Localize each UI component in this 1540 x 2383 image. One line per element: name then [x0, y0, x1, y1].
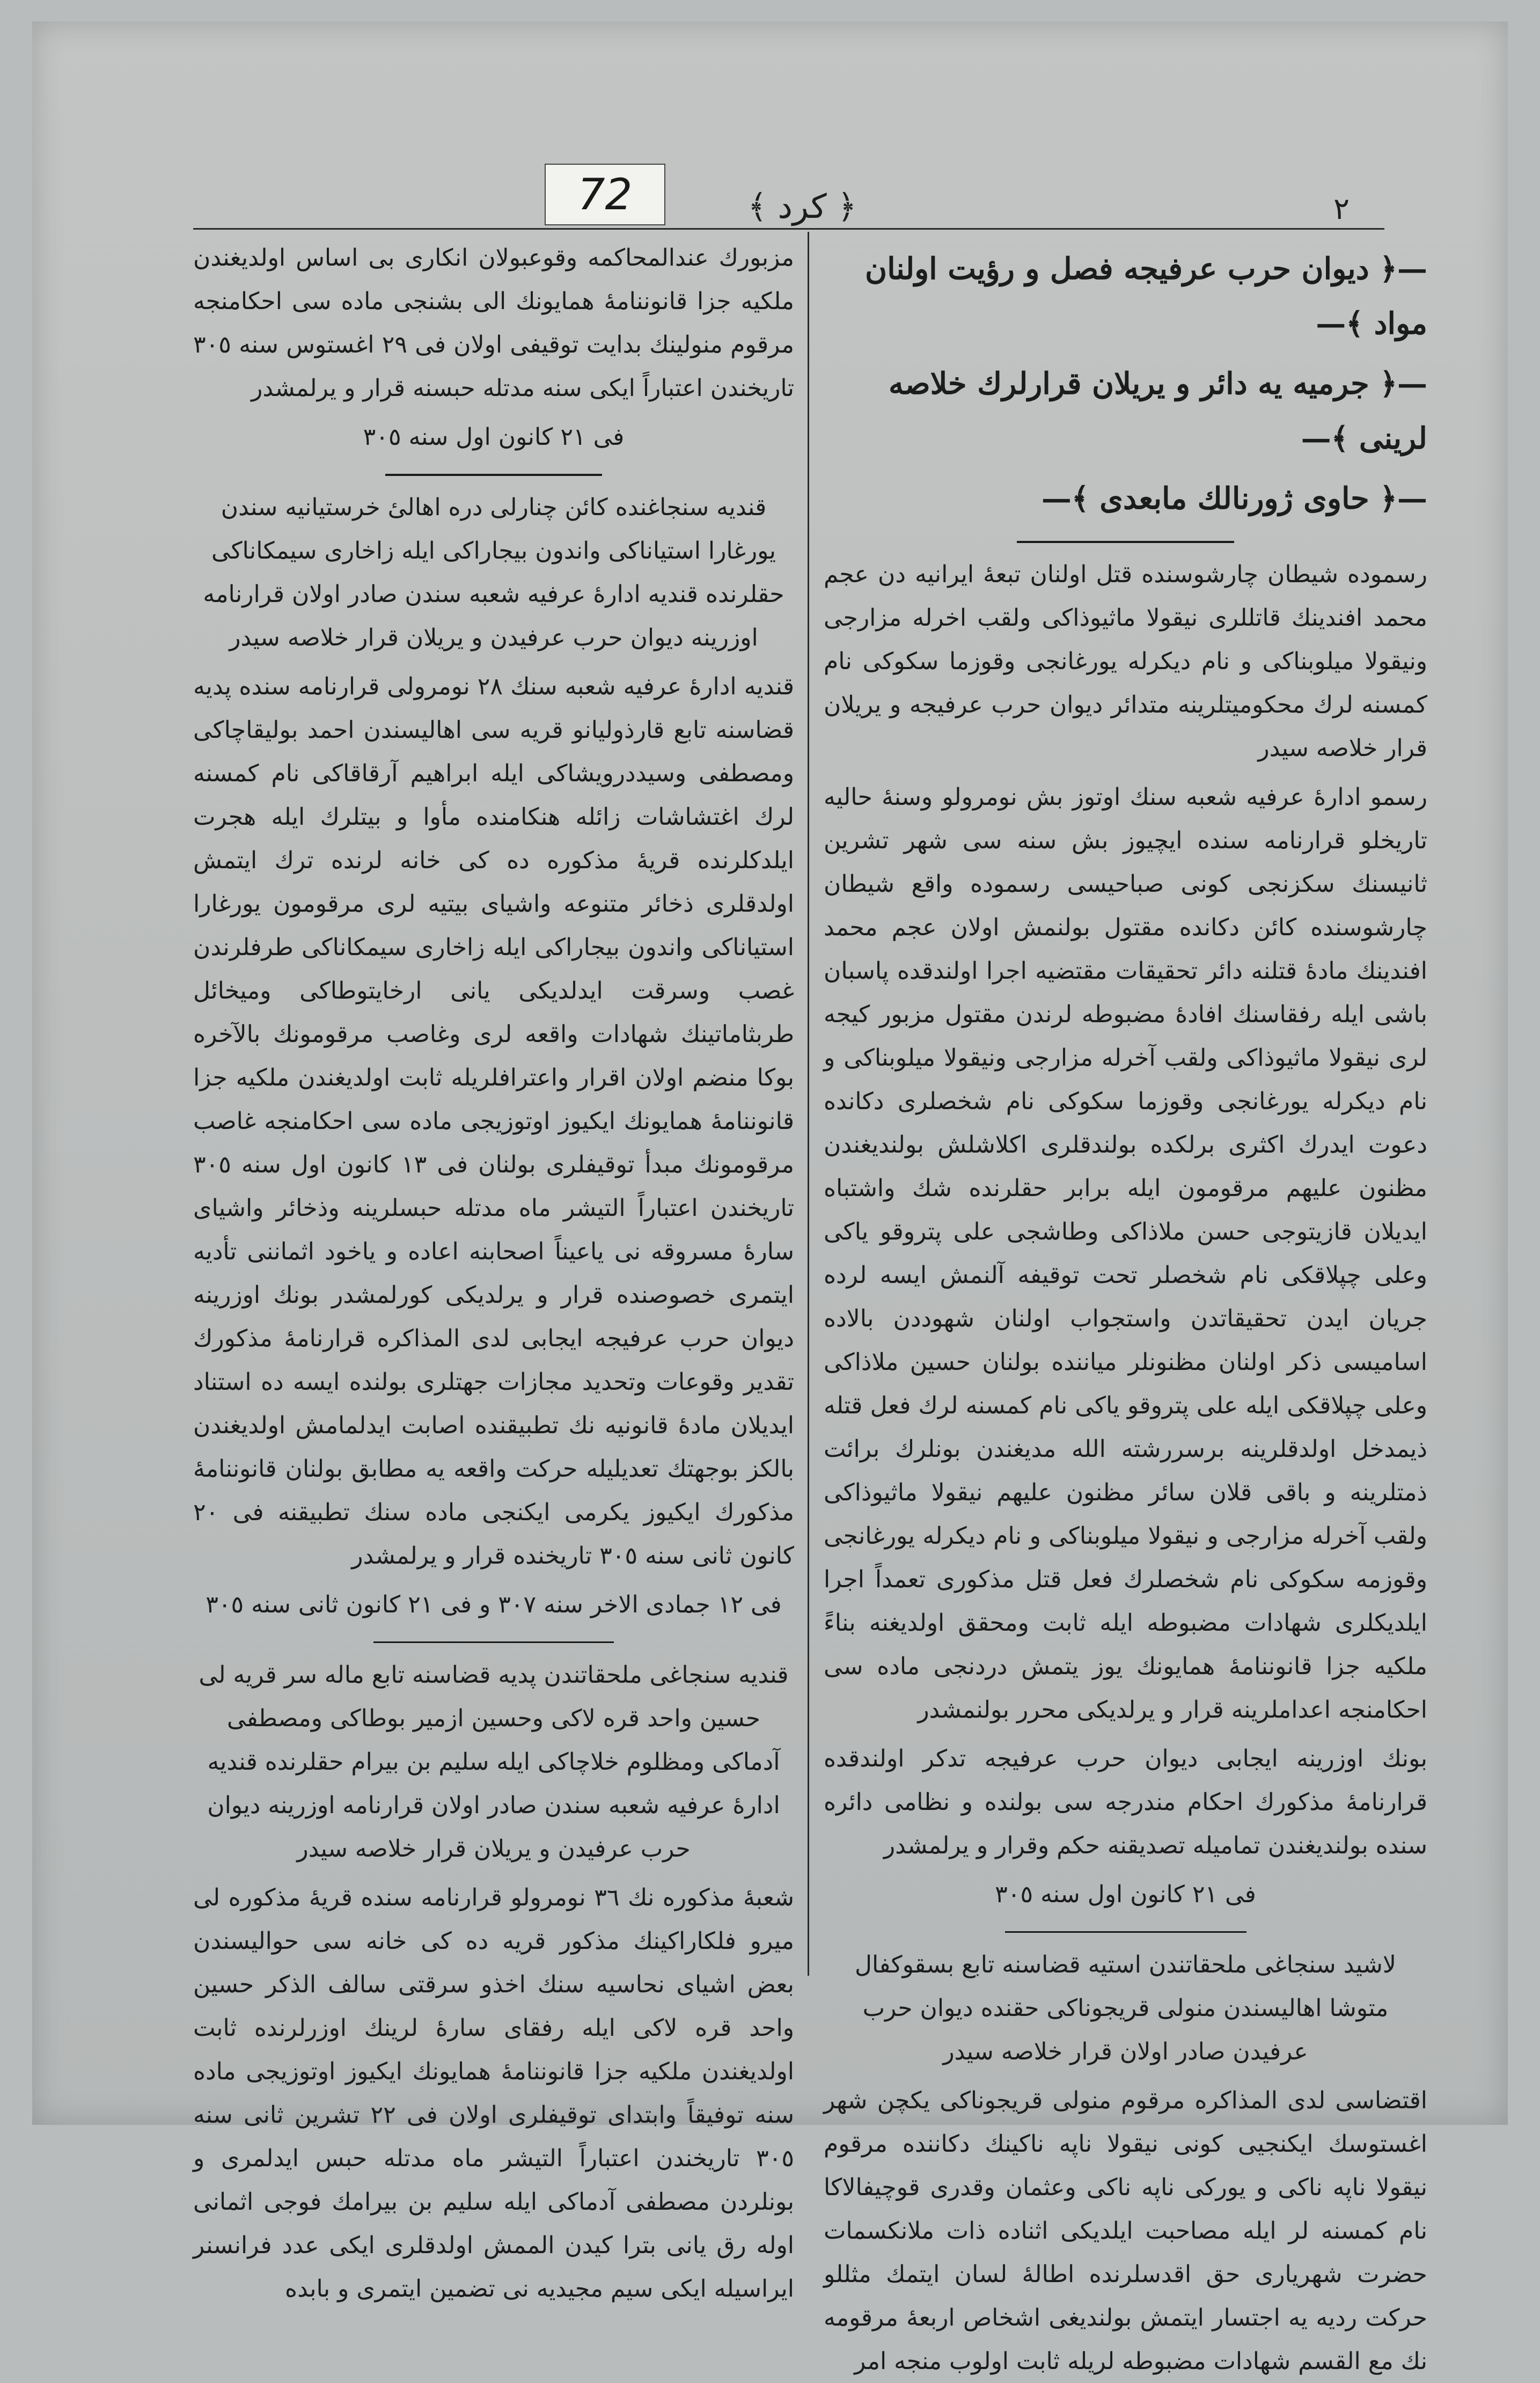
case1-date: فی ٢١ كانون اول سنه ٣٠٥: [995, 1881, 1256, 1908]
headline-line-2: —﴿ جرمیه یه دائر و یریلان قرارلرك خلاصه لرینی ﴾—: [889, 366, 1427, 456]
left-column: [193, 236, 795, 2303]
case2-continuation: مزبورك عندالمحاكمه وقوعبولان انكاری بی اساس اولدیغندن ملكیه جزا قانوننامهٔ همایونك الی بشنجی ماده سی احكامنجه مرقوم منولینك بدایت توقیفی اولان فی ٢٩ اغستوس سنه ٣٠٥ تاریخندن اعتباراً ایكی سنه مدتله حبسنه قرار و یرلمشدر: [193, 244, 794, 402]
header-rule: [193, 228, 1384, 230]
masthead-title: ﴿ کرد ﴾: [747, 187, 857, 226]
column-divider: [808, 232, 809, 1976]
section-divider: [193, 464, 794, 486]
case4-body: شعبهٔ مذكوره نك ٣٦ نومرولو قرارنامه سنده قریهٔ مذكوره لی میرو فلكاراكینك مذكور قریه ده كی خانه سی حوالیسندن بعض اشیای نحاسیه سنك اخذو سرقتی سالف الذكر حسین واحد قره لاكی ایله رفقای سارهٔ لرینك اوزرلرنده ثابت اولدیغندن ملكیه جزا قانوننامهٔ همایونك ایكیوز اوتوزیجی ماده سنه توفیقاً وابتدای توقیفلری اولان فی ٢٢ تشرین ثانی سنه ٣٠٥ تاریخندن اعتباراً التیشر ماه مدتله حبس ایدلمری و بونلردن مصطفی آدماكی ایله سلیم بن بیرامك فوجی اثمانی اوله رق یانی بترا كیدن الممش اولدقلری ایكی عدد فرانسنر ایراسیله ایكی سیم مجیدیه نی تضمین ایتمری و بابده: [193, 1884, 795, 2303]
case2-body: اقتضاسی لدی المذاكره مرقوم منولی قریجوناكی یكچن شهر اغستوسك ایكنجیی كونی نیقولا ناپه ناكینك دكاننده مرقوم نیقولا ناپه ناكی و یوركی ناپه ناكی وعثمان وقدری قوچیفالاكا نام كمسنه لر ایله مصاحبت ایلدیكی اثناده ذات ملانكسمات حضرت شهریاری حق اقدسلرنده اطالهٔ لسان ایتمك مثللو حركت ردیه یه اجتسار ایتمش بولندیغی اشخاص اربعهٔ مرقومه نك مع القسم شهادات مضبوطه لریله ثابت اولوب منجه امر: [824, 2087, 1427, 2375]
headline-line-3: —﴿ حاوی ژورنالك مابعدی ﴾—: [1041, 481, 1427, 516]
case1-intro: رسموده شیطان چارشوسنده قتل اولنان تبعهٔ ایرانیه دن عجم محمد افندینك قاتللری نیقولا ماثیوذاكی ولقب اخرله مزارجی ونیقولا میلوبناكی و نام دیكرله یورغانجی وقوزما سكوكی نام كمسنه لرك محكومیتلرینه متدائر دیوان حرب عرفیجه و یریلان قرار خلاصه سیدر: [824, 561, 1427, 762]
section-divider: [193, 1632, 794, 1653]
newspaper-page: [32, 21, 1508, 2375]
section-divider: [824, 1922, 1427, 1943]
right-column: [824, 241, 1427, 2375]
case2-title: لاشید سنجاغی ملحقاتندن استیه قضاسنه تابع بسقوكفال متوشا اهالیسندن منولی قریجوناكی حقنده دیوان حرب عرفیدن صادر اولان قرار خلاصه سیدر: [855, 1951, 1396, 2065]
case4-title: قندیه سنجاغی ملحقاتندن پدیه قضاسنه تابع ماله سر قریه لی حسین واحد قره لاكی وحسین ازمیر بوطاكی ومصطفی آدماكی ومظلوم خلاچاكی ایله سلیم بن بیرام حقلرنده قندیه ادارهٔ عرفیه شعبه سندن صادر اولان قرارنامه اوزرینه دیوان حرب عرفیدن و یریلان قرار خلاصه سیدر: [199, 1661, 789, 1863]
case1-conclusion: بونك اوزرینه ایجابی دیوان حرب عرفیجه تدكر اولندقده قرارنامهٔ مذكورك احكام مندرجه سی بولنده و نظامی دائره سنده بولندیغندن تمامیله تصدیقنه حكم وقرار و یرلمشدر: [824, 1745, 1427, 1859]
case1-body: رسمو ادارهٔ عرفیه شعبه سنك اوتوز بش نومرولو وسنهٔ حالیه تاریخلو قرارنامه سنده ایچیوز بش سنه سی شهر تشرین ثانیسنك سكزنجی كونی صباحیسی رسموده واقع شیطان چارشوسنده كائن دكانده مقتول بولنمش اولان عجم محمد افندینك مادهٔ قتلنه دائر تحقیقات مقتضیه اجرا اولندقده پاسبان باشی ایله رفقاسنك افادهٔ مضبوطه لرندن مقتول مزبور كیجه لری نیقولا ماثیوذاكی ولقب آخرله مزارجی ونیقولا میلوبناكی و نام دیكرله یورغانجی وقوزما سكوكی نام شخصلری دكانده دعوت ایدرك اكثری برلكده بولندقلری اكلاشلش بولندیغندن مظنون علیهم مرقومون ایله برابر حقلرنده شك واشتباه ایدیلان قازیتوجی حسن ملاذاكی وطاشجی علی پتروقو یاكی وعلی چپلاقكی نام شخصلر تحت توقیفه آلنمش ایسه لرده جریان ایدن تحقیقاتدن واستجواب اولنان شهوددن بالاده اسامیسی ذكر اولنان مظنونلر میاننده بولنان حسین ملاذاكی وعلی چپلاقكی ایله علی پتروقو یاكی نام كمسنه لرك فعل قتله ذیمدخل اولدقلرینه برسررشته الله مدیغندن بونلرك برائت ذمتلرینه و باقی قلان سائر مظنون علیهم نیقولا ماثیوذاكی ولقب آخرله مزارجی و نیقولا میلوبناكی و نام دیكرله یورغانجی وقوزمه سكوكی نام شخصلرك فعل قتل مذكوری تعمداً اجرا ایلدیكلری شهادات مضبوطه ایله ثابت ومحقق اولدیغنه بناءً ملكیه جزا قانوننامهٔ همایونك یوز یتمش دردنجی ماده سی احكامنجه اعداملرینه قرار و یرلدیكی محرر بولنمشدر: [824, 783, 1427, 1724]
case3-date: فی ١٢ جمادی الاخر سنه ٣٠٧ و فی ٢١ كانون ثانی سنه ٣٠٥: [206, 1591, 782, 1618]
headline-line-1: —﴿ دیوان حرب عرفیجه فصل و رؤیت اولنان مواد ﴾—: [864, 251, 1427, 341]
case2-date: فی ٢١ كانون اول سنه ٣٠٥: [363, 423, 625, 451]
section-divider: [824, 531, 1427, 553]
case3-body: قندیه ادارهٔ عرفیه شعبه سنك ٢٨ نومرولی قرارنامه سنده پدیه قضاسنه تابع قارذولیانو قریه سی اهالیسندن احمد بولیقاچاكی ومصطفی وسیددرویشاكی ایله ابراهیم آرقاقاكی نام كمسنه لرك اغتشاشات زائله هنكامنده مأوا و بیتلرك ایله هجرت ایلدكلرنده قریهٔ مذكوره ده كی خانه لرنده ترك ایتمش اولدقلری ذخائر متنوعه واشیای بیتیه لری مرقومون یورغارا استیاناكی واندون بیجاراكی ایله زاخاری سیمكاناكی طرفلرندن غصب وسرقت ایدلدیكی یانی ارخایتوطاكی ومیخائل طربثاماتینك شهادات واقعه لری وغاصب مرقومونك بالآخره بوكا منضم اولان اقرار واعترافلریله ثابت اولدیغندن ملكیه جزا قانوننامهٔ همایونك ایكیوز اوتوزیجی ماده سی احكامنجه غاصب مرقومونك مبدأ توقیفلری بولنان فی ١٣ كانون اول سنه ٣٠٥ تاریخندن اعتباراً التیشر ماه مدتله حبسلرینه وذخائر واشیای سارهٔ مسروقه نی یاعیناً اصحابنه اعاده و یاخود اثماننی تأدیه ایتمری خصوصنده قرار و یرلدیكی كورلمشدر بونك اوزرینه دیوان حرب عرفیجه ایجابی لدی المذاكره قرارنامهٔ مذكورك تقدیر وقوعات وتحدید مجازات جهتلری بولنده ایسه ده استناد ایدیلان مادهٔ قانونیه نك تطبیقنده اصابت ایدلمامش اولدیغندن بالكز بوجهتك تعدیلیله حركت واقعه یه مطابق بولنان قانوننامهٔ مذكورك ایكیوز یكرمی ایكنجی ماده سنك تطبیقنه فی ٢٠ كانون ثانی سنه ٣٠٥ تاریخنده قرار و یرلمشدر: [193, 673, 794, 1570]
page-number: ٢: [1333, 192, 1350, 226]
case3-title: قندیه سنجاغنده كائن چنارلی دره اهالیٔ خرستیانیه سندن یورغارا استیاناكی واندون بیجاراكی ایله زاخاری سیمكاناكی حقلرنده قندیه ادارهٔ عرفیه شعبه سندن صادر اولان قرارنامه اوزرینه دیوان حرب عرفیدن و یریلان قرار خلاصه سیدر: [203, 494, 784, 651]
archive-page-stamp: 72: [545, 164, 665, 225]
